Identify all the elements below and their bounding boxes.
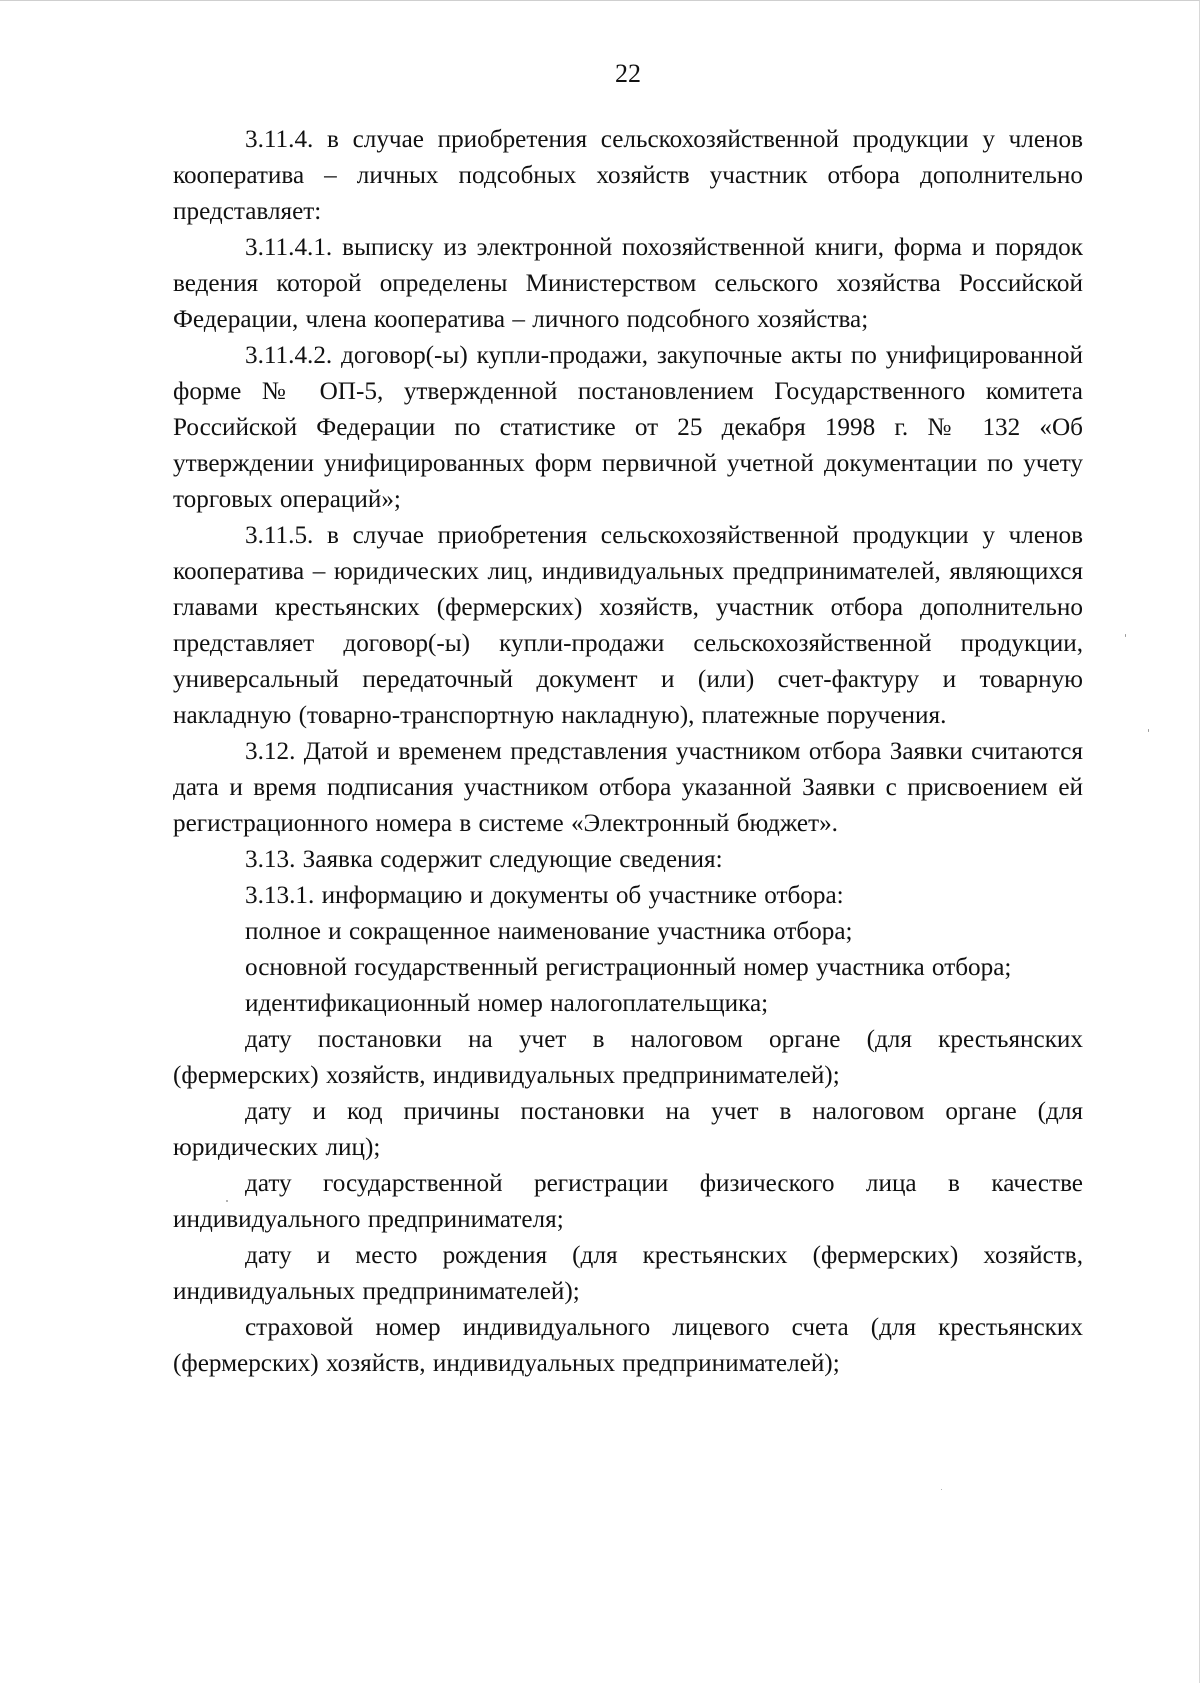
list-item-tax-registration-date: дату постановки на учет в налоговом органе (для крестьянских (фермерских) хозяйств, индивидуальных предпринимателей); (173, 1026, 1083, 1089)
paragraph-3-11-5: 3.11.5. в случае приобретения сельскохозяйственной продукции у членов кооператива – юридических лиц, индивидуальных предпринимателей, являющихся главами крестьянских (фермерских) хозяйств, участник отбора дополнительно представляет договор(-ы) купли-продажи сельскохозяйственной продукции, универсальный передаточный документ и (или) счет-фактуру и товарную накладную (товарно-транспортную накладную), платежные поручения. (173, 522, 1083, 729)
paragraph-3-13: 3.13. Заявка содержит следующие сведения: (245, 846, 723, 873)
document-body (173, 122, 1083, 1382)
paragraph-3-12: 3.12. Датой и временем представления участником отбора Заявки считаются дата и время подписания участником отбора указанной Заявки с присвоением ей регистрационного номера в системе «Электронный бюджет». (173, 738, 1083, 837)
list-item-inn: идентификационный номер налогоплательщика; (245, 990, 769, 1017)
paragraph-3-13-1: 3.13.1. информацию и документы об участнике отбора: (245, 882, 844, 909)
list-item-kpp: дату и код причины постановки на учет в налоговом органе (для юридических лиц); (173, 1098, 1083, 1161)
paragraph-3-11-4-2: 3.11.4.2. договор(-ы) купли-продажи, закупочные акты по унифицированной форме № ОП-5, утвержденной постановлением Государственного комитета Российской Федерации по статистике от 25 декабря 1998 г. № 132 «Об утверждении унифицированных форм первичной учетной документации по учету торговых операций»; (173, 342, 1083, 513)
list-item-snils: страховой номер индивидуального лицевого счета (для крестьянских (фермерских) хозяйств, индивидуальных предпринимателей); (173, 1314, 1083, 1377)
list-item-ogrn: основной государственный регистрационный номер участника отбора; (245, 954, 1012, 981)
page-number: 22 (615, 59, 641, 88)
scan-speck (1148, 729, 1149, 732)
paragraph-3-11-4: 3.11.4. в случае приобретения сельскохозяйственной продукции у членов кооператива – личных подсобных хозяйств участник отбора дополнительно представляет: (173, 126, 1083, 225)
scan-speck (226, 1200, 228, 1202)
paragraph-3-11-4-1: 3.11.4.1. выписку из электронной похозяйственной книги, форма и порядок ведения которой определены Министерством сельского хозяйства Российской Федерации, члена кооператива – личного подсобного хозяйства; (173, 234, 1083, 333)
scan-speck (1125, 634, 1126, 637)
list-item-full-name: полное и сокращенное наименование участника отбора; (245, 918, 853, 945)
list-item-birth-date-place: дату и место рождения (для крестьянских (фермерских) хозяйств, индивидуальных предпринимателей); (173, 1242, 1083, 1305)
list-item-ip-registration-date: дату государственной регистрации физического лица в качестве индивидуального предпринимателя; (173, 1170, 1083, 1233)
scan-speck (941, 1489, 942, 1490)
